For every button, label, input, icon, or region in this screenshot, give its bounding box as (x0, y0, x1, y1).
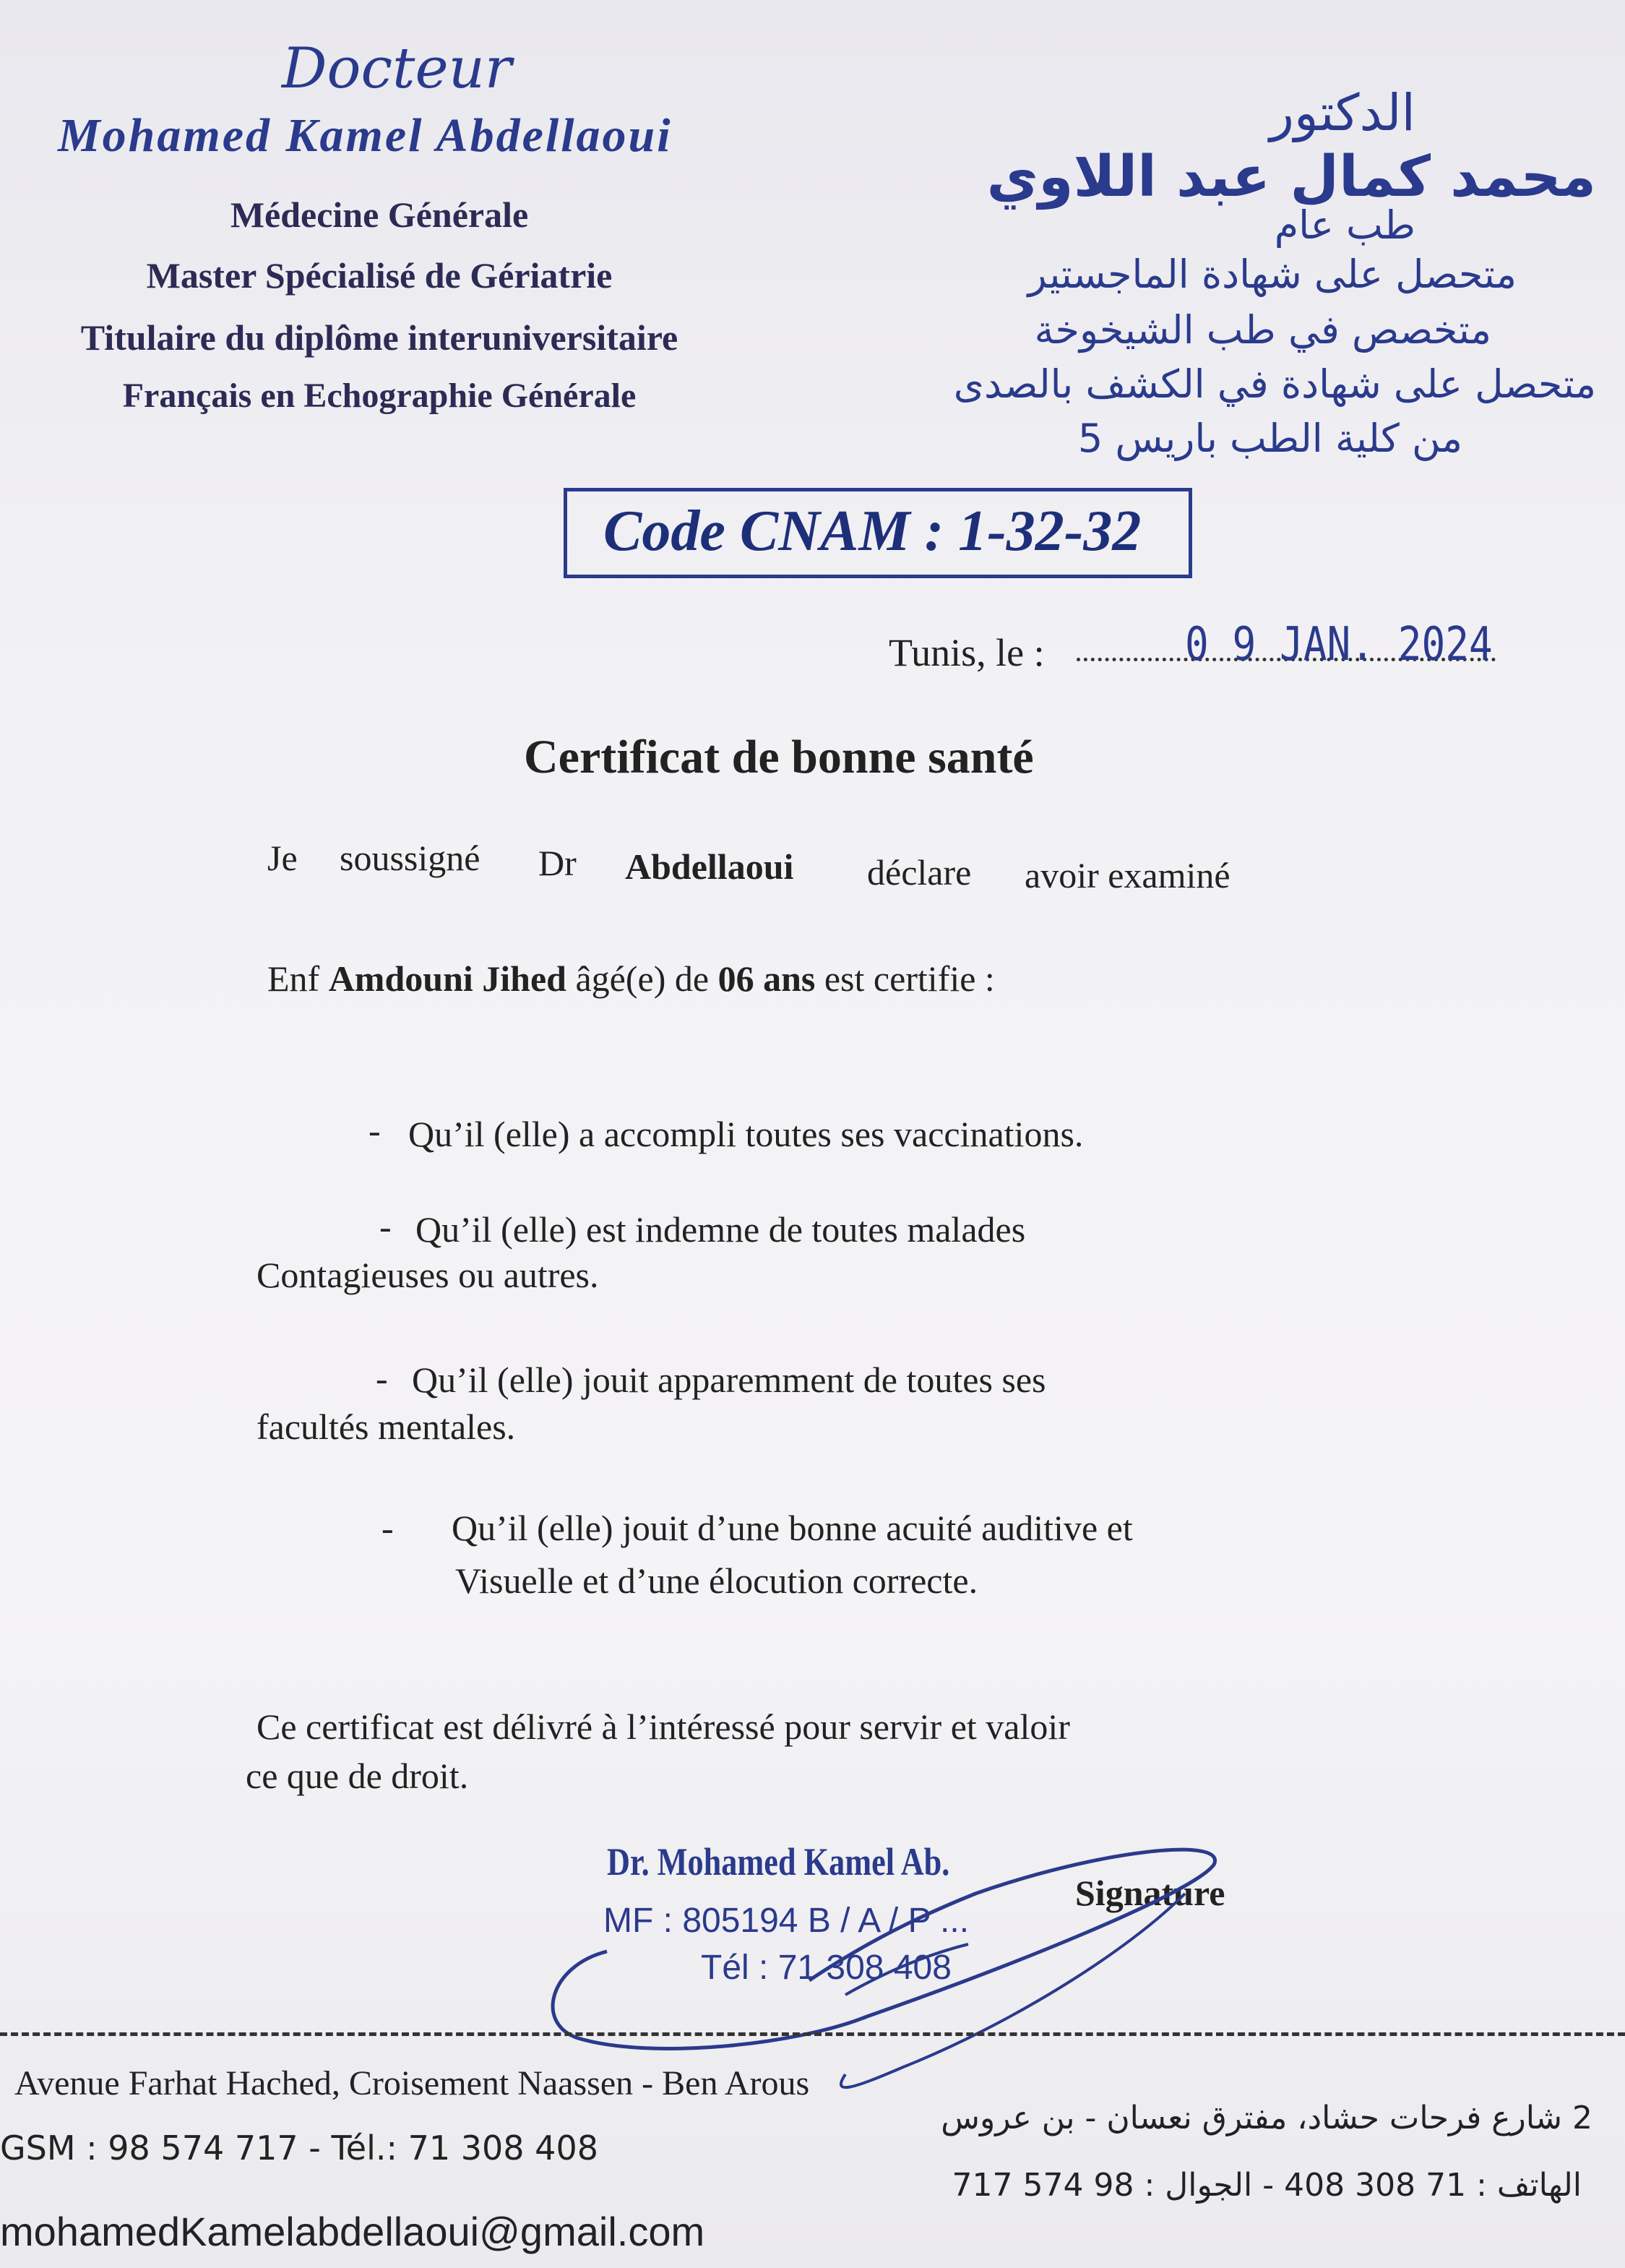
closing-line-2: ce que de droit. (246, 1756, 469, 1796)
item-3-text: Qu’il (elle) jouit apparemment de toutes ses (412, 1359, 1046, 1400)
letterhead-title-ar: الدكتور (1270, 83, 1415, 142)
date-stamp: 0 9 JAN. 2024 (1185, 618, 1493, 671)
stamp-mf: MF : 805194 B / A / P ... (603, 1902, 970, 1940)
item-2-text: Qu’il (elle) est indemne de toutes malades (415, 1209, 1026, 1250)
specialty-line-2: Master Spécialisé de Gériatrie (146, 255, 613, 296)
item-4-text-cont: Visuelle et d’une élocution correcte. (455, 1560, 978, 1601)
arabic-line-4: متحصل على شهادة في الكشف بالصدى (953, 361, 1596, 407)
arabic-line-5: من كلية الطب باريس 5 (1077, 416, 1462, 461)
stamp-name: Dr. Mohamed Kamel Ab. (607, 1840, 950, 1883)
intro-word-1: Je (267, 838, 298, 878)
doctor-surname: Abdellaoui (625, 846, 794, 887)
closing-line-1: Ce certificat est délivré à l’intéressé pour servir et valoir (257, 1706, 1070, 1747)
patient-prefix: Enf (267, 958, 320, 999)
footer-phones-ar: الهاتف : 71 308 408 - الجوال : 98 574 717 (952, 2167, 1582, 2204)
arabic-line-3: متخصص في طب الشيخوخة (1034, 307, 1491, 353)
specialty-line-4: Français en Echographie Générale (122, 377, 637, 415)
patient-age-prefix: âgé(e) de (575, 958, 710, 999)
letterhead-title-fr: Docteur (282, 36, 512, 101)
item-2-dash: - (379, 1206, 392, 1247)
signature-label: Signature (1075, 1873, 1225, 1913)
item-1-dash: - (368, 1110, 381, 1151)
intro-word-2: soussigné (340, 838, 480, 878)
arabic-line-1: طب عام (1274, 202, 1415, 248)
item-3-dash: - (376, 1358, 388, 1399)
footer-address-ar: 2 شارع فرحات حشاد، مفترق نعسان - بن عروس (941, 2100, 1592, 2136)
footer-separator (0, 2032, 1625, 2036)
patient-name: Amdouni Jihed (328, 958, 566, 999)
stamp-tel: Tél : 71 308 408 (701, 1949, 952, 1987)
date-label: Tunis, le : (889, 631, 1045, 674)
item-4-text: Qu’il (elle) jouit d’une bonne acuité auditive et (452, 1508, 1133, 1548)
specialty-line-3: Titulaire du diplôme interuniversitaire (80, 317, 678, 358)
footer-phones-fr: GSM : 98 574 717 - Tél.: 71 308 408 (0, 2129, 598, 2168)
footer-email: mohamedKamelabdellaoui@gmail.com (0, 2209, 705, 2254)
intro-word-6: avoir examiné (1025, 855, 1230, 895)
arabic-line-2: متحصل على شهادة الماجستير (1027, 252, 1517, 297)
item-1-text: Qu’il (elle) a accompli toutes ses vaccinations. (408, 1114, 1084, 1154)
cnam-code: Code CNAM : 1-32-32 (603, 499, 1142, 563)
signature-stroke-2 (841, 1894, 1185, 2087)
intro-word-5: déclare (867, 852, 972, 893)
signature-stroke-1 (553, 1850, 1215, 2048)
footer-address-fr: Avenue Farhat Hached, Croisement Naassen - Ben Arous (14, 2064, 810, 2102)
item-4-dash: - (382, 1508, 394, 1548)
item-3-text-cont: facultés mentales. (257, 1406, 516, 1447)
specialty-line-1: Médecine Générale (230, 194, 529, 235)
item-2-text-cont: Contagieuses ou autres. (257, 1255, 599, 1295)
certificate-title: Certificat de bonne santé (524, 731, 1034, 783)
patient-age: 06 ans (717, 958, 816, 999)
doctor-name-ar: محمد كمال عبد اللاوي (986, 145, 1596, 210)
patient-suffix: est certifie : (824, 958, 995, 999)
intro-word-3: Dr (538, 843, 577, 883)
doctor-name-fr: Mohamed Kamel Abdellaoui (58, 109, 673, 162)
